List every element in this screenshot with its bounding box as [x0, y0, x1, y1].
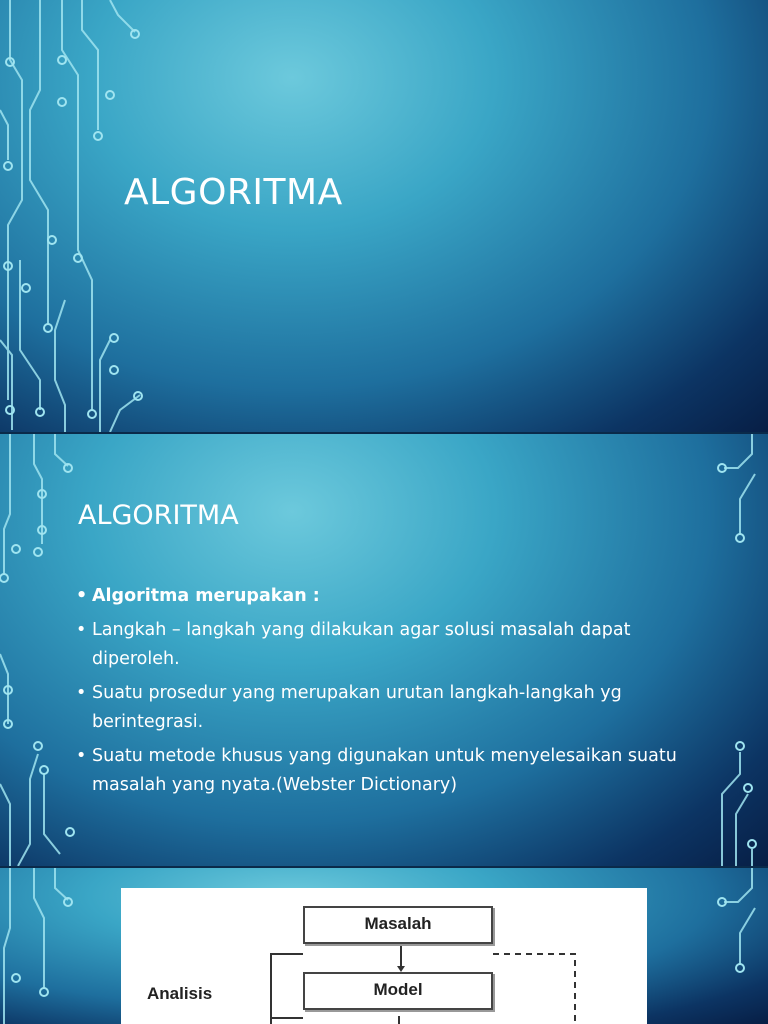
bullet-item: • Suatu metode khusus yang digunakan untuk menyelesaikan suatu masalah yang nyata.(Webster Dictionary) — [76, 742, 696, 800]
slide-2-title: ALGORITMA — [78, 500, 239, 531]
label-analisis: Analisis — [147, 984, 213, 1003]
box-model: Model — [303, 972, 493, 1010]
circuit-decoration-left — [0, 434, 80, 866]
circuit-decoration-left — [0, 868, 80, 1024]
circuit-decoration-right — [700, 434, 768, 866]
circuit-decoration-left — [0, 0, 150, 432]
box-masalah: Masalah — [303, 906, 493, 944]
slide-title — [0, 0, 768, 432]
bullet-item: • Algoritma merupakan : — [76, 582, 696, 611]
bullet-item: • Suatu prosedur yang merupakan urutan langkah-langkah yg berintegrasi. — [76, 679, 696, 737]
slide-1-title: ALGORITMA — [124, 172, 343, 213]
bullet-item: • Langkah – langkah yang dilakukan agar solusi masalah dapat diperoleh. — [76, 616, 696, 674]
slide-definition — [0, 434, 768, 866]
flow-diagram — [121, 888, 647, 1024]
circuit-decoration-right — [700, 868, 768, 1024]
bullet-list — [76, 582, 696, 805]
